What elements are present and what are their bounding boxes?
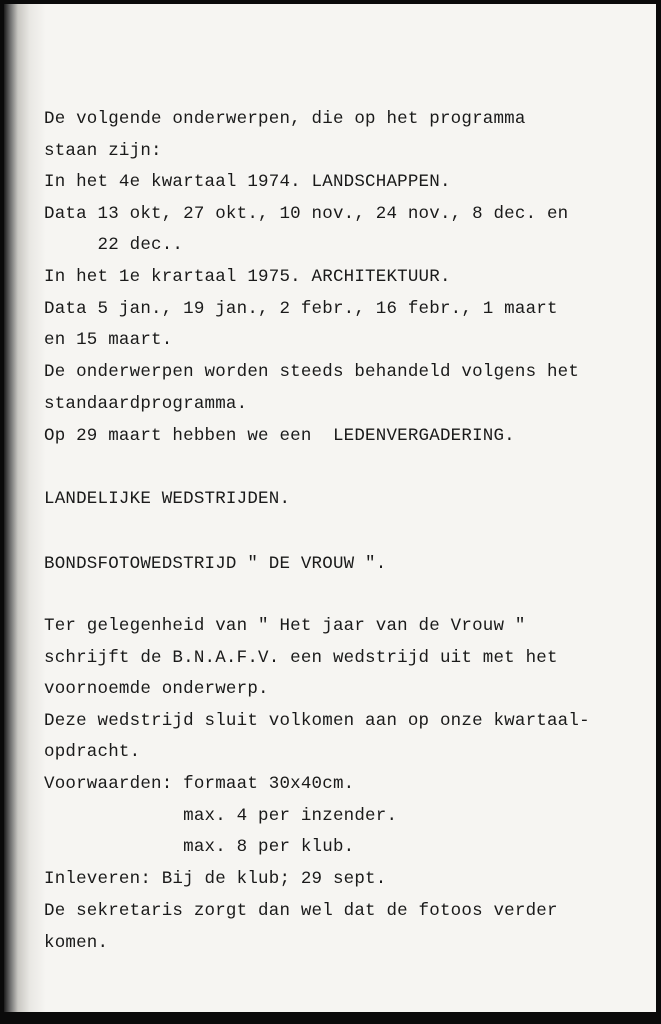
text-line-9: De onderwerpen worden steeds behandeld volgens het xyxy=(44,362,580,382)
text-line-1: De volgende onderwerpen, die op het programma xyxy=(44,109,526,129)
text-line-3: In het 4e kwartaal 1974. LANDSCHAPPEN. xyxy=(44,172,451,192)
text-line-19: Voorwaarden: formaat 30x40cm. xyxy=(44,774,355,794)
text-line-15: schrijft de B.N.A.F.V. een wedstrijd uit met het xyxy=(44,648,558,668)
section-heading-bondsfotowedstrijd: BONDSFOTOWEDSTRIJD " DE VROUW ". xyxy=(44,554,387,574)
text-line-11: Op 29 maart hebben we een LEDENVERGADERING. xyxy=(44,426,515,446)
text-line-10: standaardprogramma. xyxy=(44,394,248,414)
text-line-23: De sekretaris zorgt dan wel dat de fotoos verder xyxy=(44,901,558,921)
text-line-17: Deze wedstrijd sluit volkomen aan op onze kwartaal- xyxy=(44,711,590,731)
text-line-21: max. 8 per klub. xyxy=(44,837,355,857)
text-line-2: staan zijn: xyxy=(44,141,162,161)
text-line-14: Ter gelegenheid van " Het jaar van de Vrouw " xyxy=(44,616,526,636)
text-line-4: Data 13 okt, 27 okt., 10 nov., 24 nov., 8 dec. en xyxy=(44,204,569,224)
text-line-8: en 15 maart. xyxy=(44,330,173,350)
section-heading-landelijke: LANDELIJKE WEDSTRIJDEN. xyxy=(44,489,291,509)
text-line-5: 22 dec.. xyxy=(44,235,184,255)
text-line-20: max. 4 per inzender. xyxy=(44,806,398,826)
text-line-24: komen. xyxy=(44,933,109,953)
text-line-22: Inleveren: Bij de klub; 29 sept. xyxy=(44,869,387,889)
text-line-18: opdracht. xyxy=(44,742,141,762)
scan-border xyxy=(4,1012,656,1017)
binding-shadow xyxy=(4,4,46,1017)
document-page xyxy=(4,4,656,1017)
text-line-16: voornoemde onderwerp. xyxy=(44,679,269,699)
text-line-7: Data 5 jan., 19 jan., 2 febr., 16 febr., 1 maart xyxy=(44,299,558,319)
text-line-6: In het 1e krartaal 1975. ARCHITEKTUUR. xyxy=(44,267,451,287)
